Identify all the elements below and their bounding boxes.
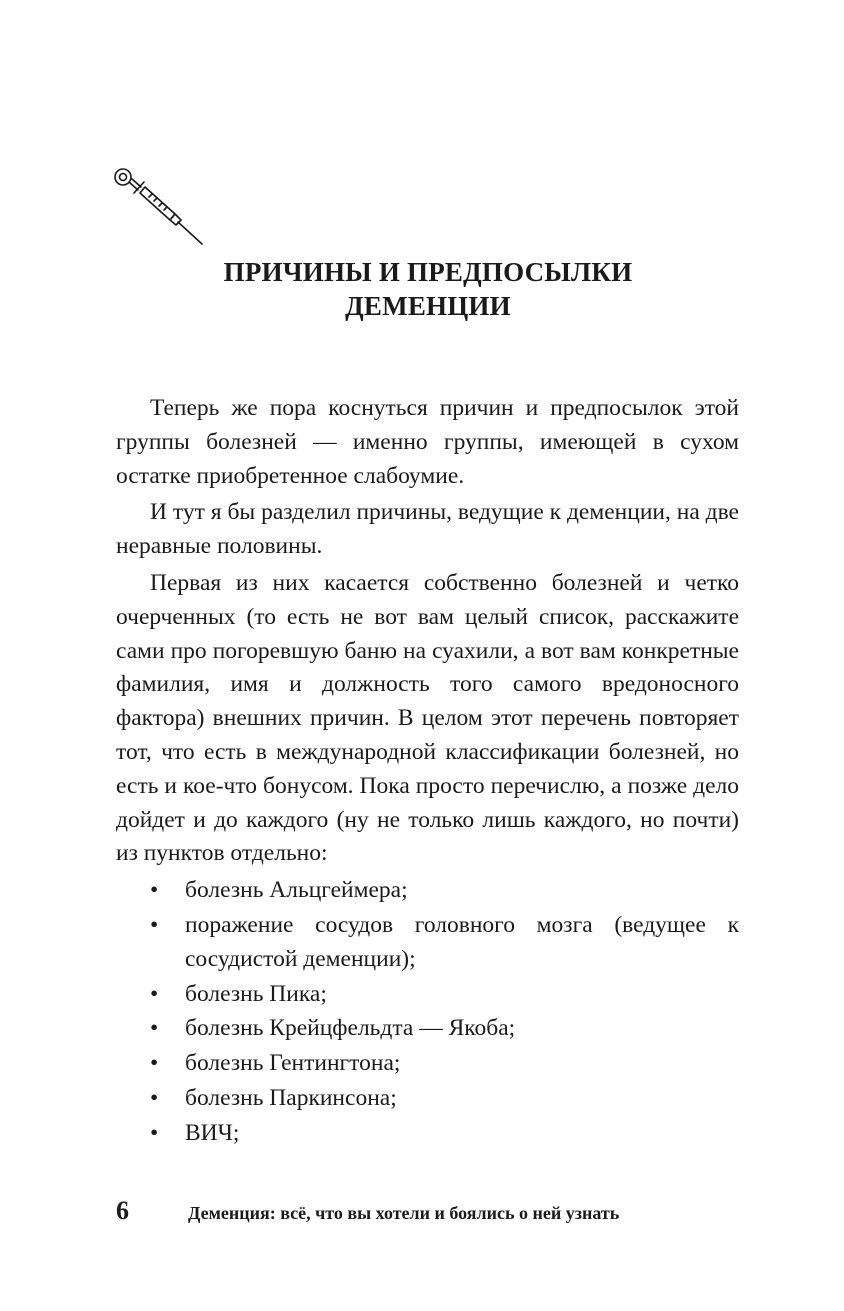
body-text bbox=[116, 392, 739, 1152]
chapter-title-line-1: ПРИЧИНЫ И ПРЕДПОСЫЛКИ bbox=[223, 257, 633, 287]
bullet: • bbox=[150, 911, 159, 938]
paragraph: Первая из них касается собственно болезней и четко очерченных (то есть не вот вам целый список, расскажите сами про погоревшую баню на суахили, а вот вам конкретные фамилия, имя и должность того самого вредоносного фактора) внешних причин. В целом этот перечень повторяет тот, что есть в международной классификации болезней, но есть и кое-что бонусом. Пока просто перечислю, а позже дело дойдет и до каждого (ну не только лишь каждого, но почти) из пунктов отдельно: bbox=[116, 569, 739, 867]
list-item bbox=[116, 909, 739, 977]
chapter-title bbox=[0, 255, 844, 323]
list-item bbox=[116, 1047, 739, 1081]
running-title: Деменция: всё, что вы хотели и боялись о ней узнать bbox=[188, 1203, 620, 1223]
syringe-icon bbox=[112, 162, 208, 248]
list-item-text: болезнь Крейцфельдта — Якоба; bbox=[185, 1015, 516, 1042]
list-item-text: болезнь Паркинсона; bbox=[185, 1084, 397, 1111]
bullet: • bbox=[150, 1119, 159, 1146]
paragraph: И тут я бы разделил причины, ведущие к деменции, на две неравные половины. bbox=[116, 499, 739, 560]
list-item bbox=[116, 1117, 739, 1151]
bullet: • bbox=[150, 1050, 159, 1077]
list-item-text: ВИЧ; bbox=[185, 1119, 240, 1146]
list-item bbox=[116, 1012, 739, 1046]
list-item bbox=[116, 874, 739, 908]
bullet: • bbox=[150, 1084, 159, 1111]
page-number: 6 bbox=[116, 1196, 129, 1225]
paragraph: Теперь же пора коснуться причин и предпосылок этой группы болезней — именно группы, имеющей в сухом остатке приобретенное слабоумие. bbox=[116, 395, 739, 489]
list-item-text: болезнь Альцгеймера; bbox=[185, 877, 408, 904]
list-item bbox=[116, 978, 739, 1012]
list-item-text: болезнь Пика; bbox=[185, 980, 327, 1007]
bullet: • bbox=[150, 980, 159, 1007]
chapter-title-line-2: ДЕМЕНЦИИ bbox=[345, 291, 511, 321]
causes-list bbox=[116, 874, 739, 1150]
bullet: • bbox=[150, 1015, 159, 1042]
bullet: • bbox=[150, 877, 159, 904]
list-item-text: поражение сосудов головного мозга (ведущее к сосудистой деменции); bbox=[185, 911, 739, 972]
list-item-text: болезнь Гентингтона; bbox=[185, 1050, 401, 1077]
list-item bbox=[116, 1082, 739, 1116]
